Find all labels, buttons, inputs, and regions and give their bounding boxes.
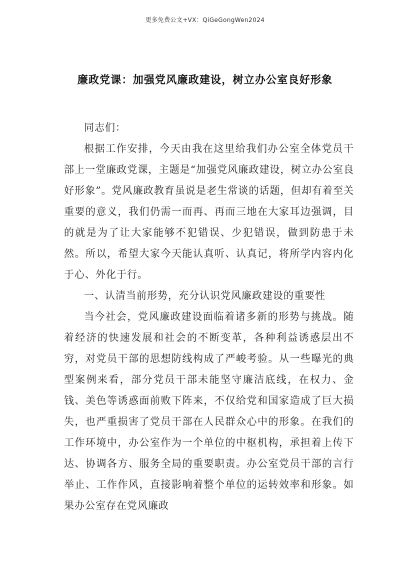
document-body: [64, 139, 354, 517]
section-heading-1: 一、认清当前形势，充分认识党风廉政建设的重要性: [84, 291, 326, 302]
document-title: 廉政党课：加强党风廉政建设，树立办公室良好形象: [77, 74, 333, 86]
paragraph-situation: 当今社会，党风廉政建设面临着诸多新的形势与挑战。随着经济的快速发展和社会的不断变革，各种利益诱惑层出不穷，对党员干部的思想防线构成了严峻考验。从一些曝光的典型案例来看，部分党员干部未能坚守廉洁底线，在权力、金钱、美色等诱惑面前败下阵来，不仅给党和国家造成了巨大损失，也严重损害了党员干部在人民群众心中的形象。在我们的工作环境中，办公室作为一个单位的中枢机构，承担着上传下达、协调各方、服务全局的重要职责。办公室党员干部的言行举止、工作作风，直接影响着整个单位的运转效率和形象。如果办公室存在党风廉政: [64, 312, 354, 512]
greeting: 同志们：: [84, 123, 126, 134]
header-note: 更多免费公文+VX：QiGeGongWen2024: [145, 17, 265, 24]
paragraph-intro: 根据工作安排，今天由我在这里给我们办公室全体党员干部上一堂廉政党课，主题是“加强党风廉政建设，树立办公室良好形象”。党风廉政教育虽说是老生常谈的话题，但却有着至关重要的意义，我们仍需一而再、再而三地在大家耳边强调，目的就是为了让大家能够不犯错误、少犯错误，做到防患于未然。所以，希望大家今天能认真听、认真记，将所学内容内化于心、外化于行。: [64, 144, 354, 281]
